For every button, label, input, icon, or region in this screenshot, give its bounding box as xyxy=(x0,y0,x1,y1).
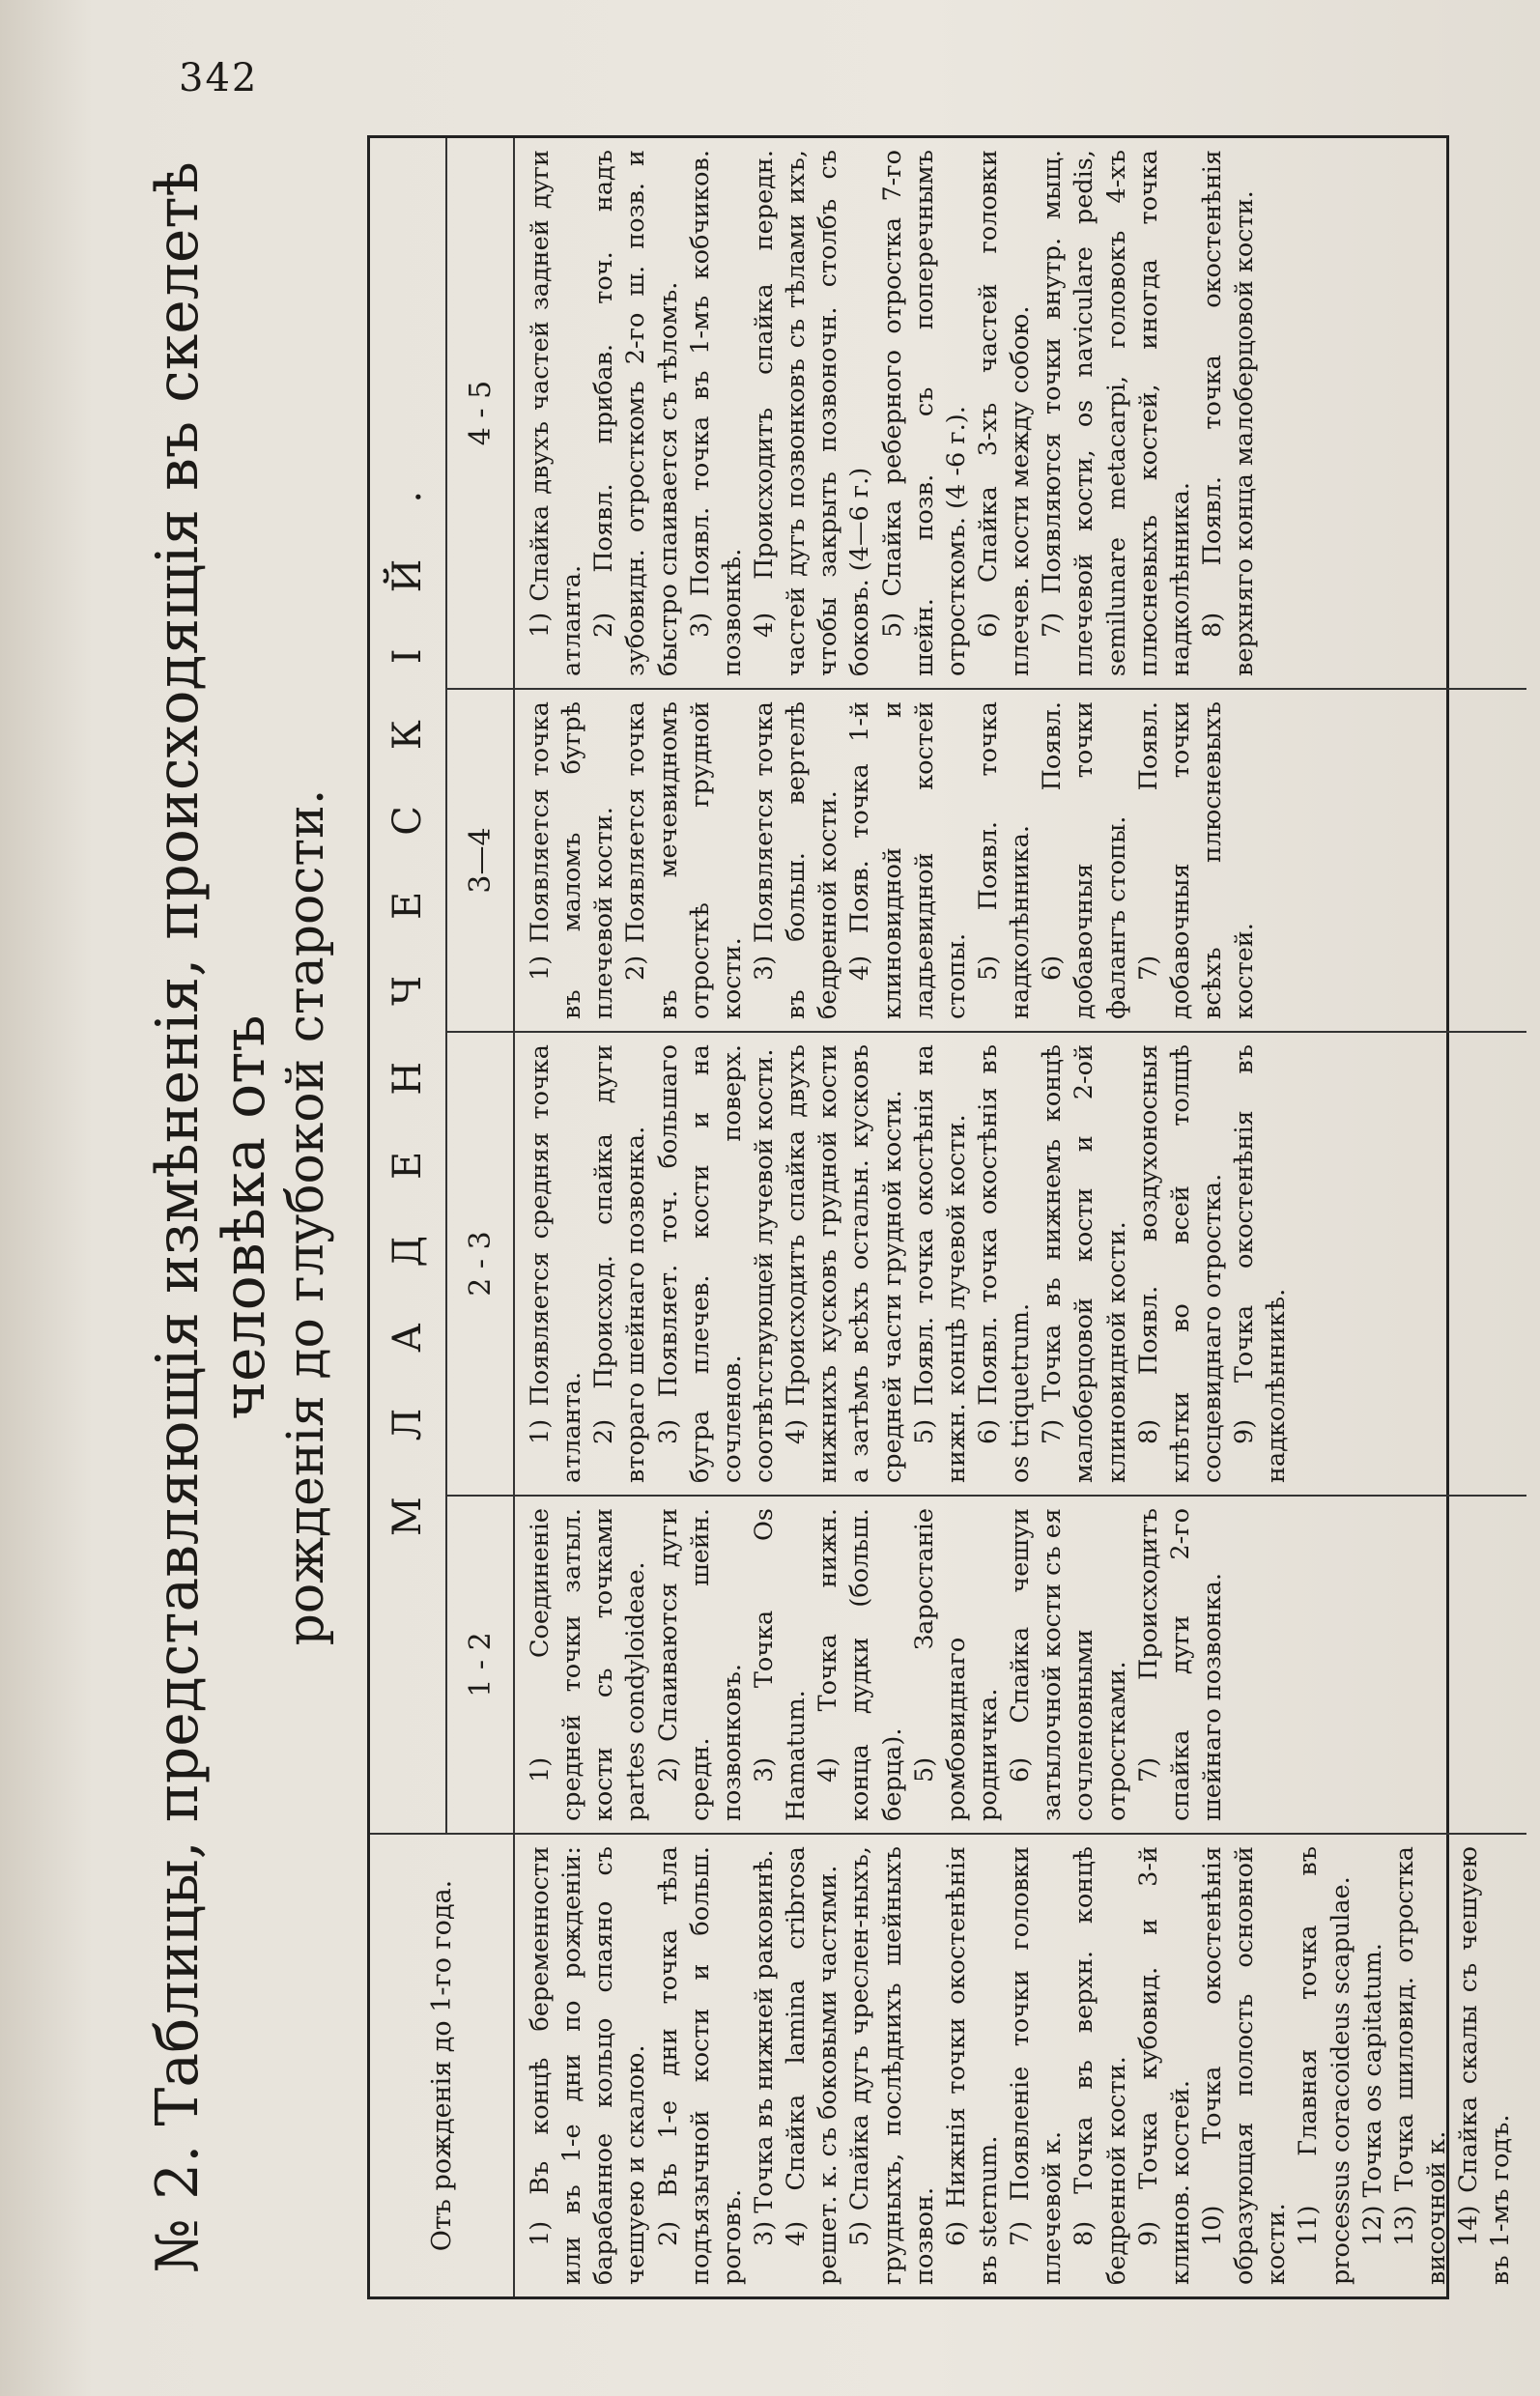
column-header-2-3: 2 - 3 xyxy=(447,1031,515,1495)
table-entry: 5) Заростаніе ромбовиднаго родничка. xyxy=(909,1508,1003,1821)
table-entry: 5) Спайка реберного отростка 7-го шейн. позв. съ поперечнымъ отросткомъ. (4 -6 г.). xyxy=(877,150,971,676)
title-line-2: рожденія до глубокой старости. xyxy=(277,788,335,1646)
table-entry: 8) Появл. точка окостенѣнія верхняго конца малоберцовой кости. xyxy=(1197,150,1260,676)
table-entry: 7) Появл. добавочныя точки всѣхъ плюсневыхъ костей. xyxy=(1133,701,1260,1019)
column-header-3-4: 3—4 xyxy=(447,688,515,1031)
table-column-2-3 xyxy=(515,1031,1526,1495)
table-entry: 1) Появляется точка въ маломъ бугрѣ плечевой кости. xyxy=(526,701,619,1019)
table-entry: 3) Появл. точка въ 1-мъ кобчиков. позвонкѣ. xyxy=(685,150,747,676)
table-entry: 9) Точка окостенѣнія въ надколѣнникѣ. xyxy=(1230,1044,1292,1483)
table-entry: 12) Точка os capitatum. xyxy=(1357,1943,1387,2246)
table-entry: 9) Точка кубовид. и 3-й клинов. костей. xyxy=(1133,1846,1195,2285)
table-entry: 7) Появляются точки внутр. мыщ. плечевой кости, os naviculare pedis, semilunare metacarpi, головокъ 4-хъ плюсневыхъ костей, иногда точка надколѣнника. xyxy=(1038,150,1195,676)
table-entry: 3) Точка Os Hamatum. xyxy=(749,1508,812,1821)
table-entry: 6) Появл. точка окостѣнія въ os triquetrum. xyxy=(973,1044,1036,1483)
table-entry: 4) Происходитъ спайка двухъ нижнихъ кусковъ грудной кости а затѣмъ всѣхъ остальн. кусковъ средней части грудной кости. xyxy=(782,1044,907,1483)
table-entry: 1) Соединеніе средней точки затыл. кости съ точками partes condyloideae. xyxy=(526,1508,651,1821)
column-header-birth-to-1: Отъ рожденія до 1-го года. xyxy=(370,1833,515,2296)
table-entry: 4) Появ. точка 1-й клиновидной и ладьевидной костей стопы. xyxy=(845,701,971,1019)
table-entry: 7) Появленіе точки головки плечевой к. xyxy=(1006,1846,1068,2285)
table-entry: 4) Точка нижн. конца дудки (больш. берца). xyxy=(813,1508,907,1821)
group-header-infancy: МЛАДЕНЧЕСКІЙ. xyxy=(370,138,447,1833)
rotated-content xyxy=(145,106,1526,2328)
table-entry: 1) Появляется средняя точка атланта. xyxy=(526,1044,587,1483)
table-entry: 4) Спайка lamina cribrosa решет. к. съ боковыми частями. xyxy=(782,1846,843,2285)
table-entry: 1) Спайка двухъ частей задней дуги атланта. xyxy=(526,150,587,676)
ossification-table xyxy=(367,135,1516,2299)
table-entry: 14) Спайка скалы съ чешуею въ 1-мъ годъ. xyxy=(1454,1846,1516,2285)
table-entry: 3) Появляет. точ. большаго бугра плечев. кости и на сочленов. поверх. соотвѣтствующей лучевой кости. xyxy=(653,1044,779,1483)
table-entry: 3) Появляется точка въ больш. вертелѣ бедренной кости. xyxy=(749,701,843,1019)
table-entry: 10) Точка окостенѣнія образующая полость основной кости. xyxy=(1197,1846,1292,2285)
table-entry: 5) Появл. точка окостѣнія на нижн. концѣ лучевой кости. xyxy=(909,1044,971,1483)
column-header-1-2: 1 - 2 xyxy=(447,1495,515,1833)
page-number: 342 xyxy=(179,56,259,100)
table-entry: 7) Происходитъ спайка дуги 2-го шейнаго позвонка. xyxy=(1133,1508,1227,1821)
table-title xyxy=(145,106,367,2328)
table-entry: 3) Точка въ нижней раковинѣ. xyxy=(749,1849,779,2246)
table-column-3-4 xyxy=(515,688,1526,1031)
table-column-1-2 xyxy=(515,1495,1526,1833)
table-entry: 5) Спайка дугъ чреслен-ныхъ, грудныхъ, послѣднихъ шейныхъ позвон. xyxy=(845,1846,939,2285)
title-line-1: № 2. Таблицы, представляющія измѣненія, происходящія въ скелетѣ человѣка отъ xyxy=(144,161,278,2273)
table-entry: 13) Точка шиловид. отростка височной к. xyxy=(1389,1846,1451,2285)
table-entry: 2) Появл. прибав. точ. надъ зубовидн. отросткомъ 2-го ш. позв. и быстро спаивается съ тѣломъ. xyxy=(589,150,683,676)
table-entry: 5) Появл. точка надколѣнника. xyxy=(973,701,1036,1019)
table-entry: 7) Точка въ нижнемъ концѣ малоберцовой кости и 2-ой клиновидной кости. xyxy=(1038,1044,1131,1483)
table-entry: 6) Появл. добавочныя точки фалангъ стопы. xyxy=(1038,701,1131,1019)
table-entry: 2) Появляется точка въ мечевидномъ отросткѣ грудной кости. xyxy=(621,701,747,1019)
table-entry: 2) Спаиваются дуги средн. шейн. позвонковъ. xyxy=(653,1508,747,1821)
table-entry: 6) Спайка чешуи затылочной кости съ ея сочленовными отростками. xyxy=(1006,1508,1131,1821)
table-entry: 6) Спайка 3-хъ частей головки плечев. кости между собою. xyxy=(973,150,1036,676)
table-entry: 1) Въ концѣ беременности или въ 1-е дни по рожденіи: барабанное кольцо спаяно съ чешуею и скалою. xyxy=(526,1846,651,2285)
table-entry: 8) Точка въ верхн. концѣ бедренной кости. xyxy=(1069,1846,1131,2285)
table-entry: 11) Главная точка въ processus coracoideus scapulae. xyxy=(1294,1846,1355,2285)
table-entry: 4) Происходитъ спайка передн. частей дугъ позвонковъ съ тѣлами ихъ, чтобы закрыть позвоночн. столбъ съ боковъ. (4—6 г.) xyxy=(749,150,875,676)
table-entry: 6) Нижнія точки окостенѣнія въ sternum. xyxy=(941,1846,1003,2285)
column-header-4-5: 4 - 5 xyxy=(447,138,515,688)
table-entry: 8) Появл. воздухоносныя клѣтки во всей толщѣ сосцевиднаго отростка. xyxy=(1133,1044,1227,1483)
table-column-4-5 xyxy=(515,138,1526,688)
table-column-birth-to-1 xyxy=(515,1833,1526,2296)
table-entry: 2) Происход. спайка дуги втораго шейнаго позвонка. xyxy=(589,1044,651,1483)
table-entry: 2) Въ 1-е дни точка тѣла подъязычной кости и больш. роговъ. xyxy=(653,1846,747,2285)
